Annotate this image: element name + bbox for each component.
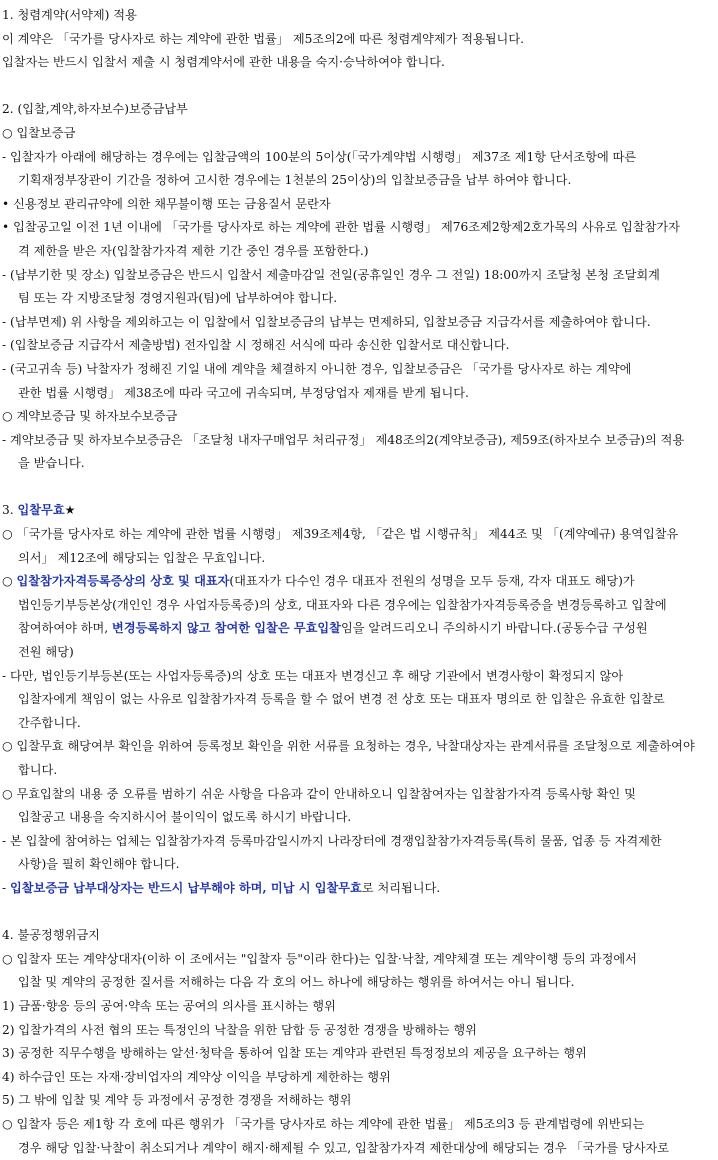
section-integrity-contract xyxy=(0,4,718,75)
paragraph-line xyxy=(0,617,718,641)
paragraph-line: - (납부기한 및 장소) 입찰보증금은 반드시 입찰서 제출마감일 전일(공휴일인 경우 그 전일) 18:00까지 조달청 본청 조달회계 xyxy=(0,264,718,288)
paragraph-line: 의서」 제12조에 해당되는 입찰은 무효입니다. xyxy=(0,547,718,571)
paragraph-line: 이 계약은 「국가를 당사자로 하는 계약에 관한 법률」 제5조의2에 따른 청렴계약제가 적용됩니다. xyxy=(0,28,718,52)
section-heading: 2. (입찰,계약,하자보수)보증금납부 xyxy=(0,98,718,122)
subheading-contract-bond: ○ 계약보증금 및 하자보수보증금 xyxy=(0,405,718,429)
section-heading: 1. 청렴계약(서약제) 적용 xyxy=(0,4,718,28)
section-bonds xyxy=(0,98,718,476)
section-unfair-practices xyxy=(0,924,718,1160)
paragraph-line: 전원 해당) xyxy=(0,641,718,665)
paragraph-line: 합니다. xyxy=(0,759,718,783)
circle-marker: ○ xyxy=(2,574,17,588)
paragraph-line: 팀 또는 각 지방조달청 경영지원과(팀)에 납부하여야 합니다. xyxy=(0,287,718,311)
paragraph-line: 격 제한을 받은 자(입찰참가자격 제한 기간 중인 경우를 포함한다.) xyxy=(0,240,718,264)
paragraph-line: 을 받습니다. xyxy=(0,452,718,476)
dash-marker: - xyxy=(2,881,10,895)
paragraph-line: 사항)을 필히 확인해야 합니다. xyxy=(0,853,718,877)
paragraph-line: - (국고귀속 등) 낙찰자가 정해진 기일 내에 계약을 체결하지 아니한 경우, 입찰보증금은 「국가를 당사자로 하는 계약에 xyxy=(0,358,718,382)
heading-title: 입찰무효 xyxy=(18,503,65,517)
bullet-item: • 입찰공고일 이전 1년 이내에 「국가를 당사자로 하는 계약에 관한 법률 시행령」 제76조제2항제2호가목의 사유로 입찰참가자 xyxy=(0,216,718,240)
section-heading xyxy=(0,499,718,523)
paragraph-line: ○ 입찰무효 해당여부 확인을 위하여 등록정보 확인을 위한 서류를 요청하는 경우, 낙찰대상자는 관계서류를 조달청으로 제출하여야 xyxy=(0,735,718,759)
paragraph-line: ○ 입찰자 또는 계약상대자(이하 이 조에서는 "입찰자 등"이라 한다)는 입찰·낙찰, 계약체결 또는 계약이행 등의 과정에서 xyxy=(0,948,718,972)
list-item: 3) 공정한 직무수행을 방해하는 알선·청탁을 통하여 입찰 또는 계약과 관련된 특정정보의 제공을 요구하는 행위 xyxy=(0,1042,718,1066)
list-item: 5) 그 밖에 입찰 및 계약 등 과정에서 공정한 경쟁을 저해하는 행위 xyxy=(0,1089,718,1113)
paragraph-line: ○ 입찰자 등은 제1항 각 호에 따른 행위가 「국가를 당사자로 하는 계약에 관한 법률」 제5조의3 등 관계법령에 위반되는 xyxy=(0,1113,718,1137)
bullet-item: • 신용정보 관리규약에 의한 채무불이행 또는 금융질서 문란자 xyxy=(0,193,718,217)
list-item: 2) 입찰가격의 사전 협의 또는 특정인의 낙찰을 위한 담합 등 공정한 경쟁을 방해하는 행위 xyxy=(0,1019,718,1043)
list-item: 4) 하수급인 또는 자재·장비업자의 계약상 이익을 부당하게 제한하는 행위 xyxy=(0,1066,718,1090)
paragraph-text: 임을 알려드리오니 주의하시기 바랍니다.(공동수급 구성원 xyxy=(341,621,648,635)
paragraph-text: 로 처리됩니다. xyxy=(362,881,440,895)
paragraph-line: 입찰 및 계약의 공정한 질서를 저해하는 다음 각 호의 어느 하나에 해당하는 행위를 하여서는 아니 됩니다. xyxy=(0,971,718,995)
paragraph-line: 입찰자에게 책임이 없는 사유로 입찰참가자격 등록을 할 수 없어 변경 전 상호 또는 대표자 명의로 한 입찰은 유효한 입찰로 xyxy=(0,688,718,712)
emphasis-text: 입찰참가자격등록증상의 상호 및 대표자 xyxy=(17,574,230,588)
star-icon: ★ xyxy=(65,503,76,517)
paragraph-line: - 다만, 법인등기부등본(또는 사업자등록증)의 상호 또는 대표자 변경신고 후 해당 기관에서 변경사항이 확정되지 않아 xyxy=(0,665,718,689)
paragraph-text: (대표자가 다수인 경우 대표자 전원의 성명을 모두 등재, 각자 대표도 해당)가 xyxy=(229,574,634,588)
paragraph-line: - (입찰보증금 지급각서 제출방법) 전자입찰 시 정해진 서식에 따라 송신한 입찰서로 대신합니다. xyxy=(0,334,718,358)
paragraph-text: 참여하여야 하며, xyxy=(18,621,112,635)
heading-number: 3. xyxy=(2,503,18,517)
paragraph-line: 법인등기부등본상(개인인 경우 사업자등록증)의 상호, 대표자와 다른 경우에는 입찰참가자격등록증을 변경등록하고 입찰에 xyxy=(0,594,718,618)
list-item: 1) 금품·향응 등의 공여·약속 또는 공여의 의사를 표시하는 행위 xyxy=(0,995,718,1019)
paragraph-line: 경우 해당 입찰·낙찰이 취소되거나 계약이 해지·해제될 수 있고, 입찰참가자격 제한대상에 해당되는 경우 「국가를 당사자로 xyxy=(0,1137,718,1160)
paragraph-line: 기획재정부장관이 기간을 정하여 고시한 경우에는 1천분의 25이상)의 입찰보증금을 납부 하여야 합니다. xyxy=(0,169,718,193)
paragraph-line: 간주합니다. xyxy=(0,712,718,736)
paragraph-line: ○ 무효입찰의 내용 중 오류를 범하기 쉬운 사항을 다음과 같이 안내하오니 입찰참여자는 입찰참가자격 등록사항 확인 및 xyxy=(0,783,718,807)
emphasis-text: 입찰보증금 납부대상자는 반드시 납부해야 하며, 미납 시 입찰무효 xyxy=(10,881,362,895)
subheading-bid-bond: ○ 입찰보증금 xyxy=(0,122,718,146)
emphasis-text: 변경등록하지 않고 참여한 입찰은 무효입찰 xyxy=(112,621,341,635)
paragraph-line: - 본 입찰에 참여하는 업체는 입찰참가자격 등록마감일시까지 나라장터에 경쟁입찰참가자격등록(특히 물품, 업종 등 자격제한 xyxy=(0,830,718,854)
paragraph-line: ○ 「국가를 당사자로 하는 계약에 관한 법률 시행령」 제39조제4항, 「같은 법 시행규칙」 제44조 및 「(계약예규) 용역입찰유 xyxy=(0,523,718,547)
section-heading: 4. 불공정행위금지 xyxy=(0,924,718,948)
section-invalid-bid xyxy=(0,499,718,900)
paragraph-line: 입찰공고 내용을 숙지하시어 불이익이 없도록 하시기 바랍니다. xyxy=(0,806,718,830)
paragraph-line: - 계약보증금 및 하자보수보증금은 「조달청 내자구매업무 처리규정」 제48조의2(계약보증금), 제59조(하자보수 보증금)의 적용 xyxy=(0,429,718,453)
paragraph-line: 관한 법률 시행령」 제38조에 따라 국고에 귀속되며, 부정당업자 제재를 받게 됩니다. xyxy=(0,382,718,406)
paragraph-line: 입찰자는 반드시 입찰서 제출 시 청렴계약서에 관한 내용을 숙지·승낙하여야 합니다. xyxy=(0,51,718,75)
paragraph-line xyxy=(0,877,718,901)
paragraph-line: - (납부면제) 위 사항을 제외하고는 이 입찰에서 입찰보증금의 납부는 면제하되, 입찰보증금 지급각서를 제출하여야 합니다. xyxy=(0,311,718,335)
paragraph-line xyxy=(0,570,718,594)
paragraph-line: - 입찰자가 아래에 해당하는 경우에는 입찰금액의 100분의 5이상(「국가계약법 시행령」 제37조 제1항 단서조항에 따른 xyxy=(0,146,718,170)
